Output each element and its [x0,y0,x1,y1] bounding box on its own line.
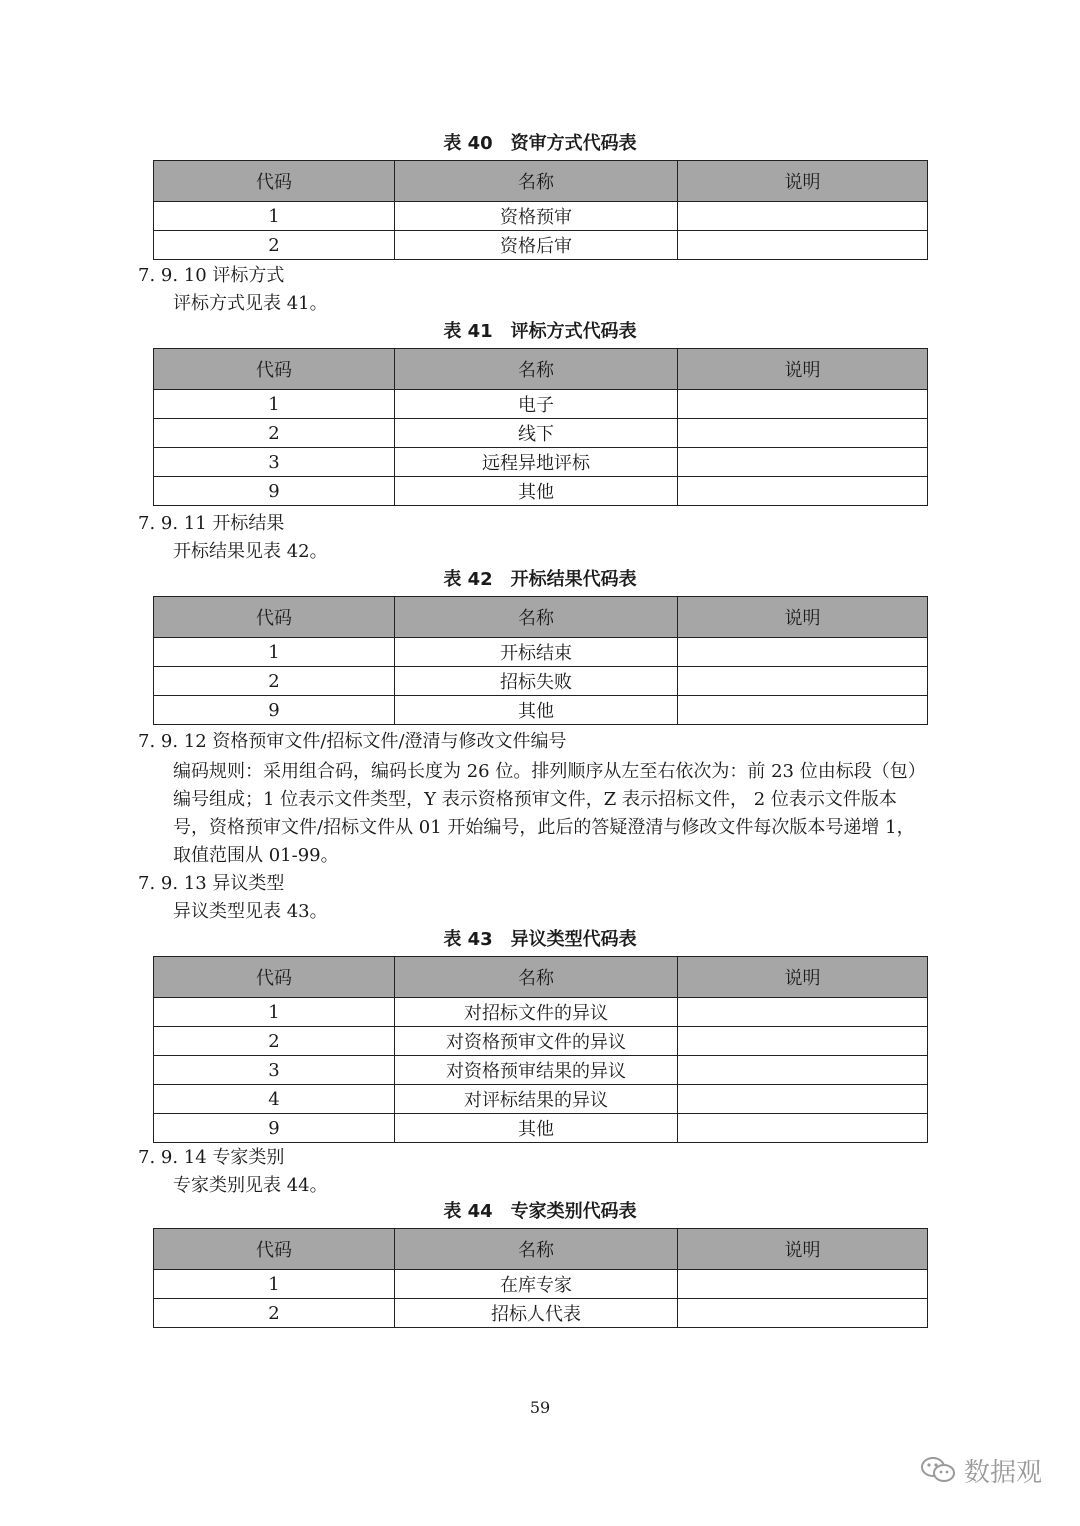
cell-name: 在库专家 [395,1270,678,1299]
header-desc: 说明 [678,349,928,390]
header-name: 名称 [395,349,678,390]
table-header-row [154,957,928,998]
cell-name: 对招标文件的异议 [395,998,678,1027]
cell-desc [678,202,928,231]
cell-name: 其他 [395,696,678,725]
cell-desc [678,1299,928,1328]
cell-desc [678,477,928,506]
cell-code: 9 [154,477,395,506]
table-42-caption: 表 42 开标结果代码表 [443,569,637,590]
cell-desc [678,638,928,667]
cell-desc [678,390,928,419]
table-41-caption: 表 41 评标方式代码表 [443,321,637,342]
table-41 [153,348,928,506]
section-7-9-14-text: 专家类别见表 44。 [173,1175,328,1196]
table-row [154,638,928,667]
table-44 [153,1228,928,1328]
cell-desc [678,667,928,696]
section-7-9-11-heading: 7. 9. 11 开标结果 [138,513,285,534]
table-42 [153,596,928,725]
header-code: 代码 [154,349,395,390]
cell-name: 其他 [395,1114,678,1143]
header-name: 名称 [395,957,678,998]
section-7-9-13-heading: 7. 9. 13 异议类型 [138,873,285,894]
table-row [154,696,928,725]
table-row [154,1114,928,1143]
cell-name: 开标结束 [395,638,678,667]
table-row [154,1270,928,1299]
cell-desc [678,419,928,448]
cell-code: 3 [154,1056,395,1085]
header-desc: 说明 [678,957,928,998]
cell-name: 资格预审 [395,202,678,231]
cell-code: 1 [154,638,395,667]
watermark [920,1450,1042,1490]
cell-name: 其他 [395,477,678,506]
table-header-row [154,349,928,390]
table-43-caption: 表 43 异议类型代码表 [443,929,637,950]
table-header-row [154,597,928,638]
cell-name: 电子 [395,390,678,419]
header-desc: 说明 [678,597,928,638]
cell-desc [678,1027,928,1056]
section-7-9-11-text: 开标结果见表 42。 [173,541,328,562]
cell-code: 2 [154,419,395,448]
table-row [154,1027,928,1056]
cell-name: 远程异地评标 [395,448,678,477]
header-name: 名称 [395,1229,678,1270]
cell-code: 4 [154,1085,395,1114]
cell-code: 1 [154,202,395,231]
section-7-9-10-text: 评标方式见表 41。 [173,293,328,314]
section-7-9-12-line-3: 号，资格预审文件/招标文件从 01 开始编号，此后的答疑澄清与修改文件每次版本号递增 1， [173,817,915,838]
table-row [154,231,928,260]
cell-desc [678,448,928,477]
table-row [154,202,928,231]
table-40-caption: 表 40 资审方式代码表 [443,133,637,154]
table-40 [153,160,928,260]
cell-desc [678,231,928,260]
table-header-row [154,161,928,202]
cell-code: 9 [154,696,395,725]
cell-name: 线下 [395,419,678,448]
table-row [154,667,928,696]
cell-desc [678,1085,928,1114]
table-44-caption: 表 44 专家类别代码表 [443,1201,637,1222]
section-7-9-12-heading: 7. 9. 12 资格预审文件/招标文件/澄清与修改文件编号 [138,731,567,752]
table-row [154,1299,928,1328]
header-code: 代码 [154,1229,395,1270]
cell-code: 9 [154,1114,395,1143]
cell-name: 对资格预审文件的异议 [395,1027,678,1056]
cell-name: 资格后审 [395,231,678,260]
cell-code: 2 [154,667,395,696]
cell-desc [678,998,928,1027]
cell-name: 对评标结果的异议 [395,1085,678,1114]
cell-code: 1 [154,390,395,419]
cell-name: 招标人代表 [395,1299,678,1328]
section-7-9-12-line-1: 编码规则：采用组合码，编码长度为 26 位。排列顺序从左至右依次为：前 23 位由标段（包） [173,761,926,782]
cell-code: 2 [154,231,395,260]
cell-desc [678,1114,928,1143]
section-7-9-14-heading: 7. 9. 14 专家类别 [138,1147,285,1168]
cell-name: 招标失败 [395,667,678,696]
table-row [154,477,928,506]
cell-code: 2 [154,1299,395,1328]
header-code: 代码 [154,597,395,638]
cell-desc [678,1056,928,1085]
header-desc: 说明 [678,161,928,202]
wechat-icon [920,1455,956,1485]
header-name: 名称 [395,597,678,638]
watermark-text: 数据观 [964,1457,1043,1488]
section-7-9-12-line-4: 取值范围从 01-99。 [173,845,339,866]
table-row [154,1085,928,1114]
table-row [154,390,928,419]
cell-code: 3 [154,448,395,477]
cell-name: 对资格预审结果的异议 [395,1056,678,1085]
cell-desc [678,1270,928,1299]
section-7-9-12-line-2: 编号组成；1 位表示文件类型，Y 表示资格预审文件，Z 表示招标文件， 2 位表示文件版本 [173,789,897,810]
cell-code: 1 [154,1270,395,1299]
header-code: 代码 [154,161,395,202]
table-row [154,1056,928,1085]
table-row [154,448,928,477]
header-desc: 说明 [678,1229,928,1270]
cell-code: 1 [154,998,395,1027]
cell-desc [678,696,928,725]
section-7-9-13-text: 异议类型见表 43。 [173,901,328,922]
header-code: 代码 [154,957,395,998]
table-header-row [154,1229,928,1270]
table-row [154,998,928,1027]
table-row [154,419,928,448]
section-7-9-10-heading: 7. 9. 10 评标方式 [138,265,285,286]
header-name: 名称 [395,161,678,202]
cell-code: 2 [154,1027,395,1056]
page-number: 59 [529,1398,551,1417]
table-43 [153,956,928,1143]
